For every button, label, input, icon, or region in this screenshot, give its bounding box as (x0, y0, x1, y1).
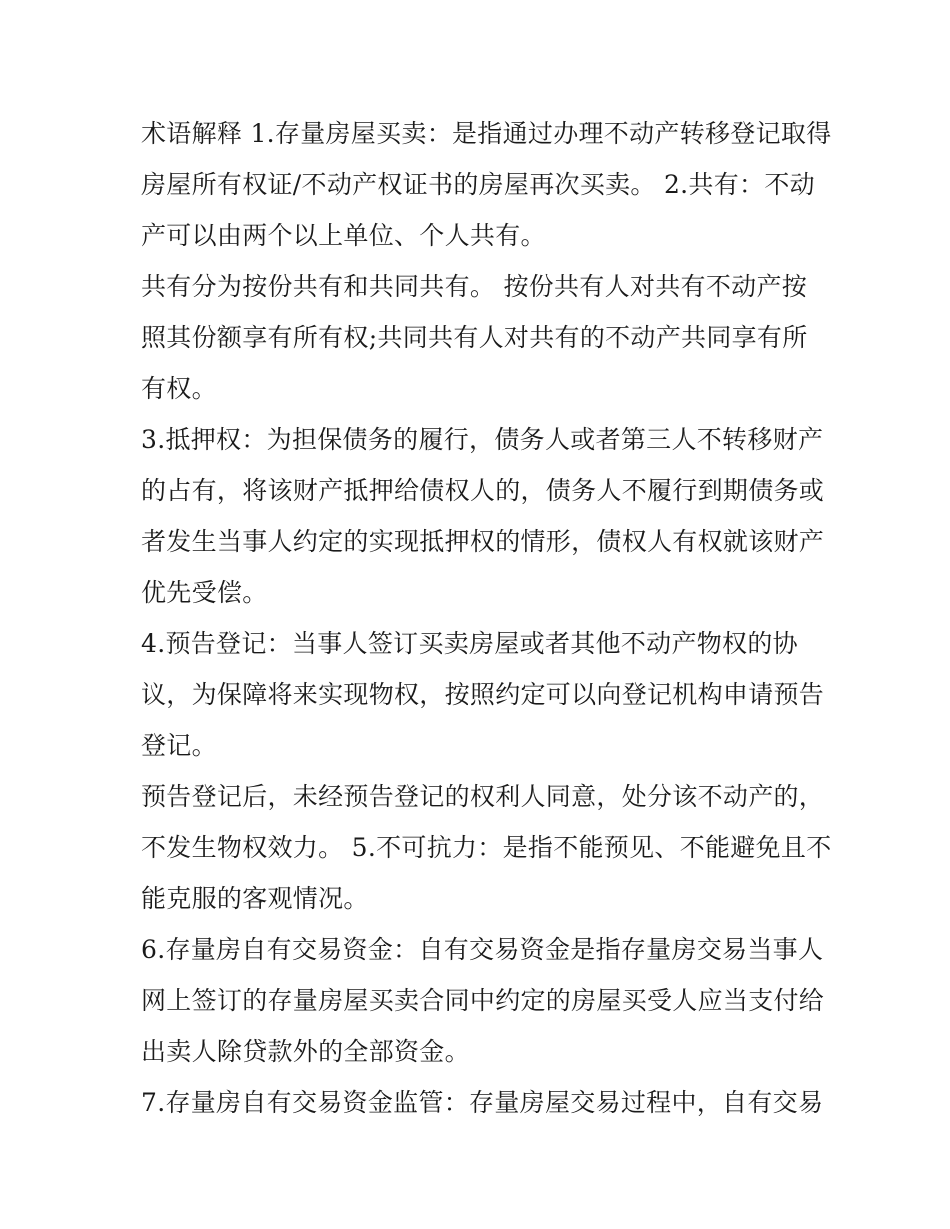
text-line: 4.预告登记：当事人签订买卖房屋或者其他不动产物权的协 (141, 629, 798, 658)
text-line: 共有分为按份共有和共同共有。 按份共有人对共有不动产按 (141, 272, 808, 301)
text-line: 7.存量房自有交易资金监管：存量房屋交易过程中，自有交易 (141, 1088, 824, 1117)
text-line: 预告登记后，未经预告登记的权利人同意，处分该不动产的， (141, 782, 825, 811)
document-body (141, 108, 832, 1128)
text-line: 网上签订的存量房屋买卖合同中约定的房屋买受人应当支付给 (141, 986, 825, 1015)
text-line: 出卖人除贷款外的全部资金。 (141, 1037, 470, 1066)
text-line: 者发生当事人约定的实现抵押权的情形，债权人有权就该财产 (141, 527, 825, 556)
text-line: 能克服的客观情况。 (141, 884, 369, 913)
text-line: 产可以由两个以上单位、个人共有。 (141, 221, 546, 250)
text-line: 6.存量房自有交易资金：自有交易资金是指存量房交易当事人 (141, 935, 824, 964)
text-line: 优先受偿。 (141, 578, 268, 607)
text-line: 房屋所有权证/不动产权证书的房屋再次买卖。 2.共有：不动 (141, 170, 815, 199)
text-line: 的占有，将该财产抵押给债权人的，债务人不履行到期债务或 (141, 476, 825, 505)
text-line: 登记。 (141, 731, 217, 760)
text-line: 有权。 (141, 374, 217, 403)
text-line: 3.抵押权：为担保债务的履行，债务人或者第三人不转移财产 (141, 425, 824, 454)
text-line: 照其份额享有所有权;共同共有人对共有的不动产共同享有所 (141, 323, 808, 352)
text-line: 不发生物权效力。 5.不可抗力：是指不能预见、不能避免且不 (141, 833, 832, 862)
text-line: 议，为保障将来实现物权，按照约定可以向登记机构申请预告 (141, 680, 825, 709)
text-line: 术语解释 1.存量房屋买卖：是指通过办理不动产转移登记取得 (141, 119, 832, 148)
